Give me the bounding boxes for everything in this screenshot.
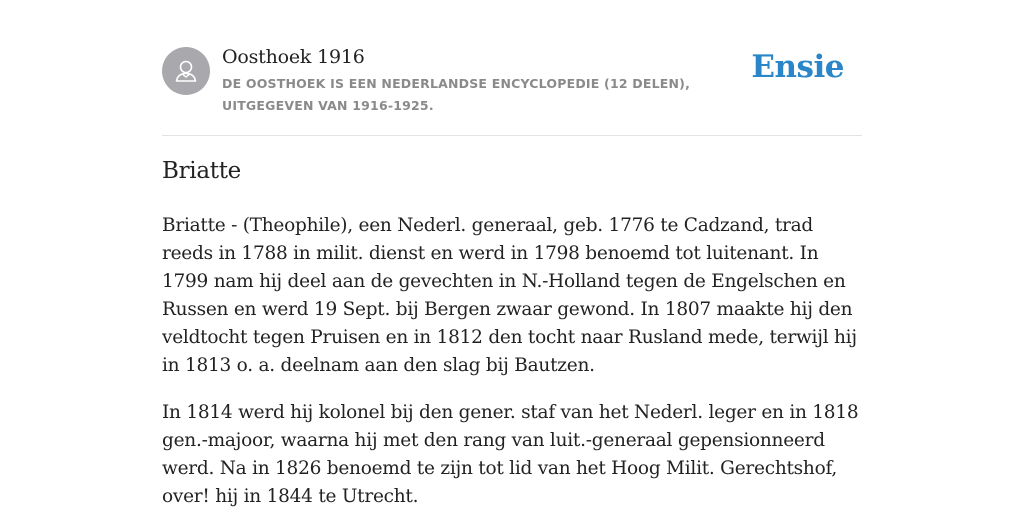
- article-title: Briatte: [162, 158, 241, 184]
- article-body: [162, 212, 862, 512]
- source-avatar[interactable]: [162, 47, 210, 95]
- user-icon: [162, 47, 210, 95]
- ensie-logo[interactable]: Ensie: [751, 49, 844, 85]
- article-paragraph: Briatte - (Theophile), een Nederl. generaal, geb. 1776 te Cadzand, trad reeds in 1788 in milit. dienst en werd in 1798 benoemd tot luitenant. In 1799 nam hij deel aan de gevechten in N.-Holland tegen de Engelschen en Russen en werd 19 Sept. bij Bergen zwaar gewond. In 1807 maakte hij den veldtocht tegen Pruisen en in 1812 den tocht naar Rusland mede, terwijl hij in 1813 o. a. deelnam aan den slag bij Bautzen.: [162, 215, 857, 376]
- header-divider: [162, 135, 862, 136]
- article-paragraph: In 1814 werd hij kolonel bij den gener. staf van het Nederl. leger en in 1818 gen.-majoor, waarna hij met den rang van luit.-generaal gepensionneerd werd. Na in 1826 benoemd te zijn tot lid van het Hoog Milit. Gerechtshof, over! hij in 1844 te Utrecht.: [162, 402, 859, 507]
- source-title[interactable]: Oosthoek 1916: [222, 46, 365, 68]
- source-header: [162, 45, 862, 135]
- source-description: DE OOSTHOEK IS EEN NEDERLANDSE ENCYCLOPEDIE (12 DELEN), UITGEGEVEN VAN 1916-1925.: [222, 76, 691, 113]
